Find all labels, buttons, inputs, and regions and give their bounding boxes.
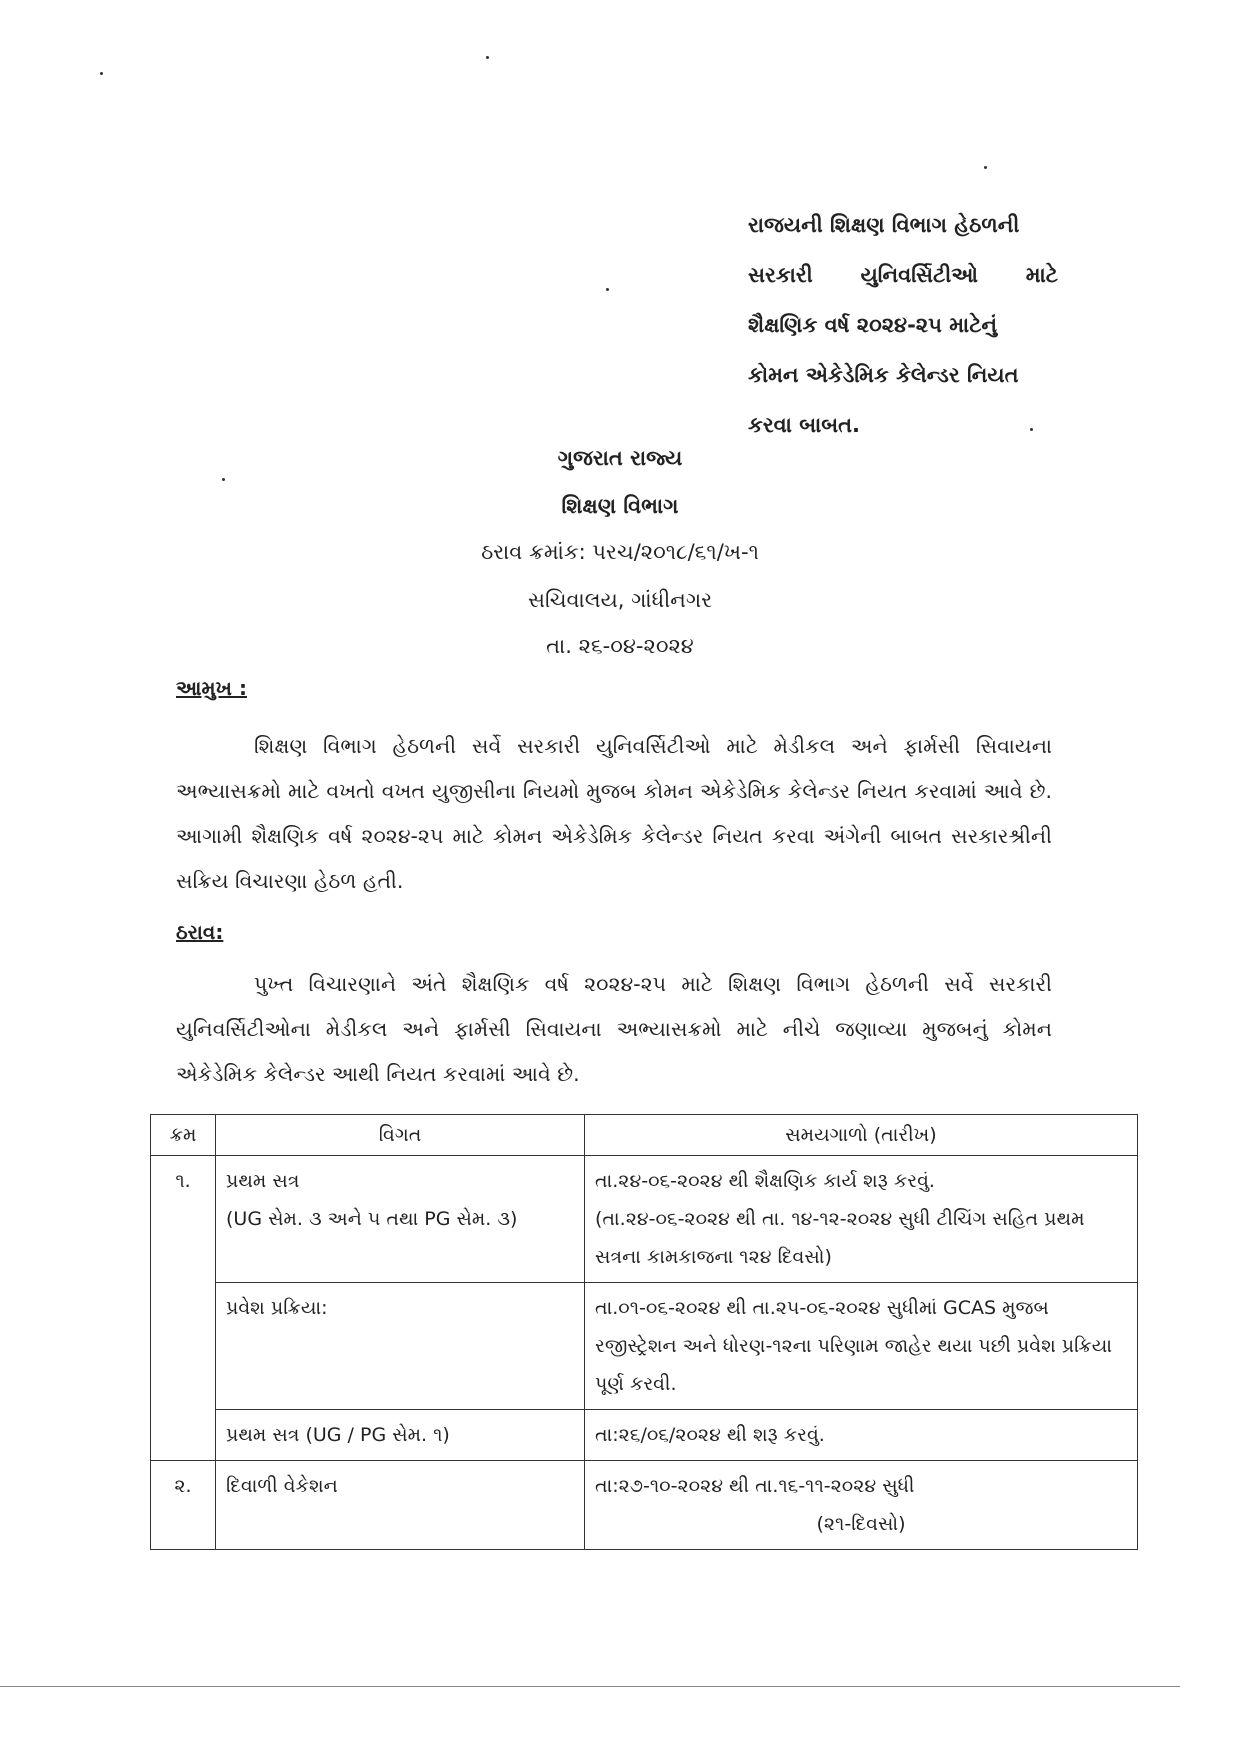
scan-speck: [100, 72, 103, 75]
subject-block: [748, 200, 1058, 450]
column-header-period: સમયગાળો (તારીખ): [585, 1115, 1138, 1156]
table-row: [151, 1461, 1138, 1550]
detail-cell: [216, 1461, 585, 1550]
scan-speck: [486, 56, 489, 59]
period-line: તા:૨૭-૧૦-૨૦૨૪ થી તા.૧૬-૧૧-૨૦૨૪ સુધી: [595, 1475, 915, 1497]
scan-speck: [984, 166, 987, 169]
table-row: [151, 1410, 1138, 1461]
subject-line-3: શૈક્ષણિક વર્ષ ૨૦૨૪-૨૫ માટેનું: [748, 313, 998, 337]
subject-line-2-word: માટે: [1025, 263, 1058, 287]
detail-line: પ્રથમ સત્ર (UG / PG સેમ. ૧): [226, 1424, 450, 1446]
scan-speck: [1030, 428, 1033, 431]
subject-line-1: રાજયની શિક્ષણ વિભાગ હેઠળની: [748, 213, 1020, 237]
scan-speck: [222, 478, 225, 481]
resolution-number: ઠરાવ ક્રમાંક: પરચ/૨૦૧૮/૬૧/ખ-૧: [481, 540, 759, 564]
detail-cell: [216, 1283, 585, 1410]
department-name: શિક્ષણ વિભાગ: [561, 494, 679, 518]
detail-line: પ્રથમ સત્ર: [226, 1170, 300, 1192]
column-header-detail: વિગત: [216, 1115, 585, 1156]
scan-speck: [606, 288, 609, 291]
subject-line-2-word: યુનિવર્સિટીઓ: [860, 263, 978, 287]
period-cell: [585, 1461, 1138, 1550]
period-cell: [585, 1410, 1138, 1461]
subject-line-2-word: સરકારી: [748, 263, 813, 287]
state-name: ગુજરાત રાજ્ય: [557, 446, 683, 470]
detail-line: પ્રવેશ પ્રક્રિયા:: [226, 1297, 328, 1319]
period-line: તા.૦૧-૦૬-૨૦૨૪ થી તા.૨૫-૦૬-૨૦૨૪ સુધીમાં GCAS મુજબ રજીસ્ટ્રેશન અને ધોરણ-૧૨ના પરિણામ જાહેર થયા પછી પ્રવેશ પ્રક્રિયા પૂર્ણ કરવી.: [595, 1297, 1113, 1395]
preamble-text: શિક્ષણ વિભાગ હેઠળની સર્વે સરકારી યુનિવર્સિટીઓ માટે મેડીકલ અને ફાર્મસી સિવાયના અભ્યાસક્રમો માટે વખતો વખત યુજીસીના નિયમો મુજબ કોમન એકેડેમિક કેલેન્ડર નિયત કરવામાં આવે છે. આગામી શૈક્ષણિક વર્ષ ૨૦૨૪-૨૫ માટે કોમન એકેડેમિક કેલેન્ડર નિયત કરવા અંગેની બાબત સરકારશ્રીની સક્રિય વિચારણા હેઠળ હતી.: [176, 734, 1052, 893]
subject-line-5: કરવા બાબત.: [748, 413, 860, 437]
detail-cell: [216, 1156, 585, 1283]
table-row: [151, 1156, 1138, 1283]
period-line: (તા.૨૪-૦૬-૨૦૨૪ થી તા. ૧૪-૧૨-૨૦૨૪ સુધી ટીચિંગ સહિત પ્રથમ સત્રના કામકાજના ૧૨૪ દિવસો): [595, 1208, 1085, 1268]
period-line: તા.૨૪-૦૬-૨૦૨૪ થી શૈક્ષણિક કાર્ય શરૂ કરવું.: [595, 1170, 935, 1192]
preamble-heading: આમુખ :: [176, 676, 247, 700]
resolution-text: પુખ્ત વિચારણાને અંતે શૈક્ષણિક વર્ષ ૨૦૨૪-૨૫ માટે શિક્ષણ વિભાગ હેઠળની સર્વે સરકારી યુનિવર્સિટીઓના મેડીકલ અને ફાર્મસી સિવાયના અભ્યાસક્રમો માટે નીચે જણાવ્યા મુજબનું કોમન એકેડેમિક કેલેન્ડર આથી નિયત કરવામાં આવે છે.: [176, 972, 1052, 1086]
period-cell: [585, 1156, 1138, 1283]
resolution-heading: ઠરાવ:: [176, 920, 224, 944]
issue-date: તા. ૨૬-૦૪-૨૦૨૪: [546, 634, 694, 658]
page-bottom-rule: [0, 1686, 1180, 1687]
subject-line-2: [748, 250, 1058, 300]
table-row: [151, 1283, 1138, 1410]
subject-line-4: કોમન એકેડેમિક કેલેન્ડર નિયત: [748, 363, 1019, 387]
detail-line: (UG સેમ. ૩ અને ૫ તથા PG સેમ. ૩): [226, 1208, 518, 1230]
calendar-table: [150, 1114, 1138, 1550]
detail-cell: [216, 1410, 585, 1461]
period-cell: [585, 1283, 1138, 1410]
period-line: (૨૧-દિવસો): [816, 1513, 906, 1535]
detail-line: દિવાળી વેકેશન: [226, 1475, 338, 1497]
issue-place: સચિવાલય, ગાંધીનગર: [527, 588, 713, 612]
period-line: તા:૨૬/૦૬/૨૦૨૪ થી શરૂ કરવું.: [595, 1424, 825, 1446]
serial-cell: ૨.: [151, 1461, 216, 1550]
serial-cell: ૧.: [151, 1156, 216, 1461]
column-header-serial: ક્રમ: [151, 1115, 216, 1156]
table-header-row: [151, 1115, 1138, 1156]
